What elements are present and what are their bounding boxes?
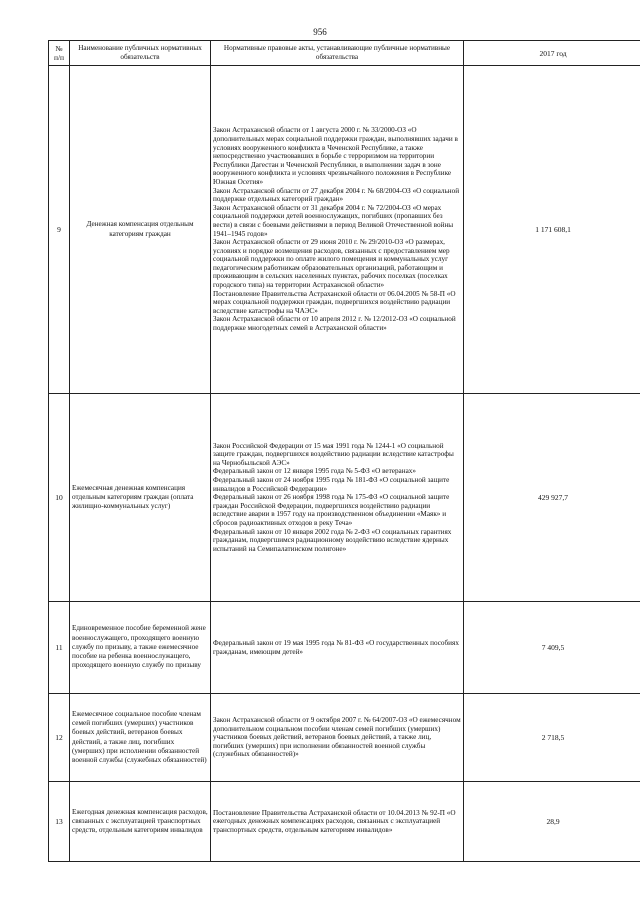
legal-acts-cell [211,694,464,782]
legal-act: Закон Астраханской области от 10 апреля 2012 г. № 12/2012-ОЗ «О социальной поддержке многодетных семей в Астраханской области» [213,315,456,333]
legal-acts-cell [211,394,464,602]
table-row [49,694,640,782]
legal-act: Закон Астраханской области от 29 июня 2010 г. № 29/2010-ОЗ «О размерах, условиях и порядке возмещения расходов, связанных с предоставлением мер социальной поддержки по оплате жилого помещения и коммунальных услуг педагогическим работникам образовательных организаций, работающим и проживающим в сельских населенных пунктах, рабочих поселках (поселках городского типа) на территории Астраханской области» [213,238,450,290]
row-number: 12 [49,694,70,782]
table-row [49,66,640,394]
legal-act: Закон Астраханской области от 1 августа 2000 г. № 33/2000-ОЗ «О дополнительных мерах социальной поддержки граждан, выполнявших задачи в условиях вооруженного конфликта в Чеченской Республике, а также непосредственно участвовавших в борьбе с терроризмом на территории Республики Дагестан и Чеченской Республики, в выполнении задач в зоне вооруженного конфликта и условиях чрезвычайного положения в Республике Южная Осетия» [213,126,458,186]
legal-act: Федеральный закон от 26 ноября 1998 года № 175-ФЗ «О социальной защите граждан Российской Федерации, подвергшихся воздействию радиации вследствие аварии в 1957 году на производственном объединении «Маяк» и сбросов радиоактивных отходов в реку Теча» [213,493,450,527]
table-row [49,602,640,694]
legal-act: Закон Астраханской области от 9 октября 2007 г. № 64/2007-ОЗ «О ежемесячном дополнительном социальном пособии членам семей погибших (умерших) участников боевых действий, ветеранов боевых действий, а также лиц, погибших (умерших) при исполнении обязанностей военной службы (служебных обязанностей)» [213,716,461,759]
legal-act: Федеральный закон от 12 января 1995 года № 5-ФЗ «О ветеранах» [213,467,416,476]
row-number: 11 [49,602,70,694]
legal-act: Федеральный закон от 24 ноября 1995 года № 181-ФЗ «О социальной защите инвалидов в Российской Федерации» [213,476,450,493]
legal-act: Постановление Правительства Астраханской области от 06.04.2005 № 58-П «О мерах социальной поддержки граждан, подвергшихся воздействию радиации вследствие катастрофы на ЧАЭС» [213,289,456,315]
row-number: 10 [49,394,70,602]
obligation-name: Денежная компенсация отдельным категориям граждан [70,66,211,394]
header-name: Наименование публичных нормативных обязательств [70,41,211,66]
obligation-name: Единовременное пособие беременной жене военнослужащего, проходящего военную службу по призыву, а также ежемесячное пособие на ребенка военнослужащего, проходящего военную службу по призыву [70,602,211,694]
page-number: 956 [313,27,327,37]
legal-acts-cell [211,602,464,694]
amount-2017: 2 718,5 [464,694,640,782]
obligations-table [48,40,640,862]
legal-act: Закон Астраханской области от 31 декабря 2004 г. № 72/2004-ОЗ «О мерах социальной поддержки детей военнослужащих, погибших (пропавших без вести) в связи с боевыми действиями в период Великой Отечественной войны 1941–1945 годов» [213,203,454,238]
legal-acts-cell [211,66,464,394]
obligation-name: Ежегодная денежная компенсация расходов, связанных с эксплуатацией транспортных средств, отдельным категориям инвалидов [70,782,211,862]
amount-2017: 429 927,7 [464,394,640,602]
amount-2017: 1 171 608,1 [464,66,640,394]
legal-act: Федеральный закон от 10 января 2002 года № 2-ФЗ «О социальных гарантиях гражданам, подвергшимся радиационному воздействию вследствие ядерных испытаний на Семипалатинском полигоне» [213,527,452,553]
header-acts: Нормативные правовые акты, устанавливающие публичные нормативные обязательства [211,41,464,66]
row-number: 9 [49,66,70,394]
legal-act: Закон Российской Федерации от 15 мая 1991 года № 1244-1 «О социальной защите граждан, подвергшихся воздействию радиации вследствие катастрофы на Чернобыльской АЭС» [213,441,454,467]
legal-act: Федеральный закон от 19 мая 1995 года № 81-ФЗ «О государственных пособиях гражданам, имеющим детей» [213,638,459,656]
obligation-name: Ежемесячная денежная компенсация отдельным категориям граждан (оплата жилищно-коммунальных услуг) [70,394,211,602]
legal-acts-cell [211,782,464,862]
table-row [49,394,640,602]
table-header-row [49,41,640,66]
legal-act: Постановление Правительства Астраханской области от 10.04.2013 № 92-П «О ежегодных денежных компенсациях расходов, связанных с эксплуатацией транспортных средств, отдельным категориям инвалидов» [213,808,456,834]
header-year: 2017 год [464,41,640,66]
header-num: № п/п [49,41,70,66]
table-row [49,782,640,862]
legal-act: Закон Астраханской области от 27 декабря 2004 г. № 68/2004-ОЗ «О социальной поддержке отдельных категорий граждан» [213,186,460,204]
amount-2017: 28,9 [464,782,640,862]
obligation-name: Ежемесячное социальное пособие членам семей погибших (умерших) участников боевых действий, ветеранов боевых действий, а также лиц, погибших (умерших) при исполнении обязанностей военной службы (служебных обязанностей) [70,694,211,782]
row-number: 13 [49,782,70,862]
amount-2017: 7 409,5 [464,602,640,694]
